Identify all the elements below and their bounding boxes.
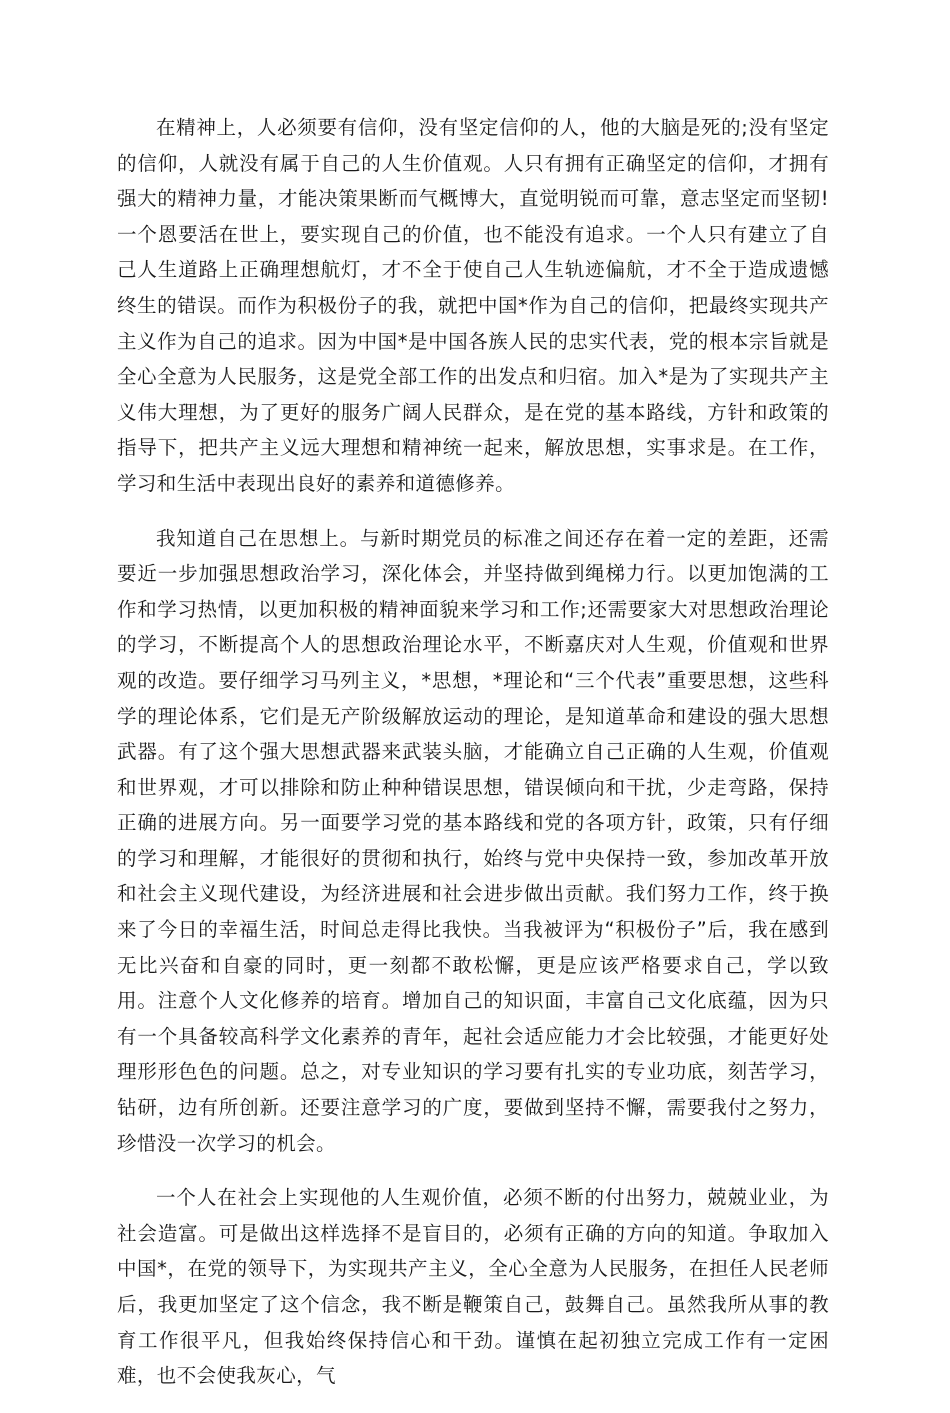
document-body (117, 110, 829, 1413)
paragraph-value: 一个人在社会上实现他的人生观价值，必须不断的付出努力，兢兢业业，为社会造富。可是做出这样选择不是盲目的，必须有正确的方向的知道。争取加入中国*，在党的领导下，为实现共产主义，全心全意为人民服务，在担任人民老师后，我更加坚定了这个信念，我不断是鞭策自己，鼓舞自己。虽然我所从事的教育工作很平凡，但我始终保持信心和干劲。谨慎在起初独立完成工作有一定困难，也不会使我灰心，气 (117, 1186, 829, 1388)
paragraph-belief: 在精神上，人必须要有信仰，没有坚定信仰的人，他的大脑是死的;没有坚定的信仰，人就没有属于自己的人生价值观。人只有拥有正确坚定的信仰，才拥有强大的精神力量，才能决策果断而气概博大，直觉明锐而可靠，意志坚定而坚韧!一个恩要活在世上，要实现自己的价值，也不能没有追求。一个人只有建立了自己人生道路上正确理想航灯，才不全于使自己人生轨迹偏航，才不全于造成遗憾终生的错误。而作为积极份子的我，就把中国*作为自己的信仰，把最终实现共产主义作为自己的追求。因为中国*是中国各族人民的忠实代表，党的根本宗旨就是全心全意为人民服务，这是党全部工作的出发点和归宿。加入*是为了实现共产主义伟大理想，为了更好的服务广阔人民群众，是在党的基本路线，方针和政策的指导下，把共产主义远大理想和精神统一起来，解放思想，实事求是。在工作，学习和生活中表现出良好的素养和道德修养。 (117, 116, 829, 495)
paragraph-thought: 我知道自己在思想上。与新时期党员的标准之间还存在着一定的差距，还需要近一步加强思想政治学习，深化体会，并坚持做到绳梯力行。以更加饱满的工作和学习热情，以更加积极的精神面貌来学习和工作;还需要家大对思想政治理论的学习，不断提高个人的思想政治理论水平，不断嘉庆对人生观，价值观和世界观的改造。要仔细学习马列主义，*思想，*理论和“三个代表”重要思想，这些科学的理论体系，它们是无产阶级解放运动的理论，是知道革命和建设的强大思想武器。有了这个强大思想武器来武装头脑，才能确立自己正确的人生观，价值观和世界观，才可以排除和防止种种错误思想，错误倾向和干扰，少走弯路，保持正确的进展方向。另一面要学习党的基本路线和党的各项方针，政策，只有仔细的学习和理解，才能很好的贯彻和执行，始终与党中央保持一致，参加改革开放和社会主义现代建设，为经济进展和社会进步做出贡献。我们努力工作，终于换来了今日的幸福生活，时间总走得比我快。当我被评为“积极份子”后，我在感到无比兴奋和自豪的同时，更一刻都不敢松懈，更是应该严格要求自己，学以致用。注意个人文化修养的培育。增加自己的知识面，丰富自己文化底蕴，因为只有一个具备较高科学文化素养的青年，起社会适应能力才会比较强，才能更好处理形形色色的问题。总之，对专业知识的学习要有扎实的专业功底，刻苦学习，钻研，边有所创新。还要注意学习的广度，要做到坚持不懈，需要我付之努力，珍惜没一次学习的机会。 (117, 526, 829, 1155)
